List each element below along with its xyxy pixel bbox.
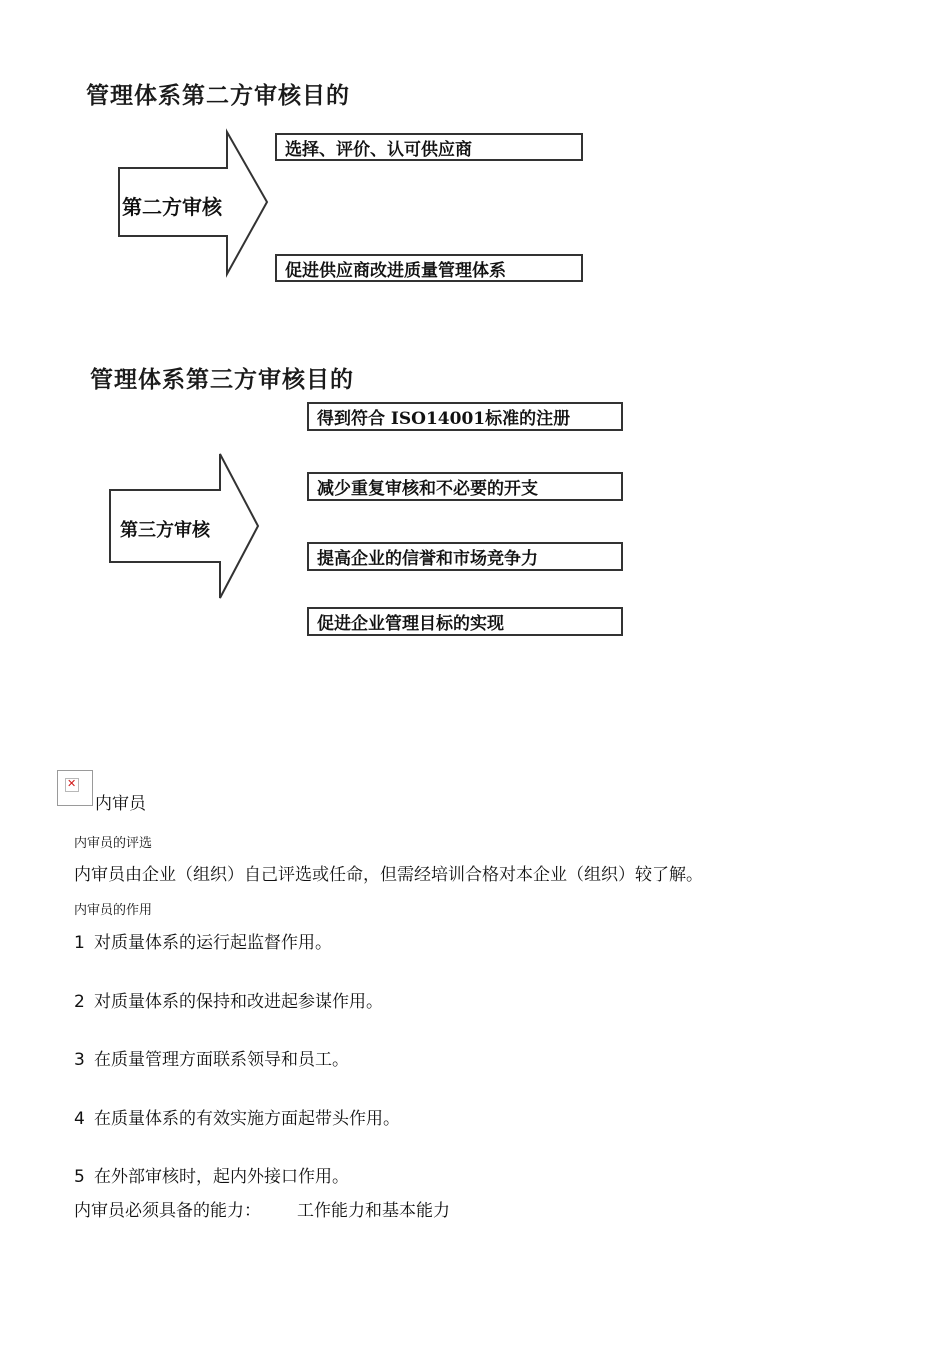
audit-purpose-diagrams <box>0 0 950 660</box>
close-icon: ✕ <box>67 777 77 790</box>
second-party-title: 管理体系第二方审核目的 <box>86 83 350 109</box>
second-party-purpose-box: 选择、评价、认可供应商 <box>275 133 583 161</box>
image-frame <box>65 778 79 792</box>
list-item-text: 对质量体系的运行起监督作用。 <box>94 933 332 953</box>
list-item-text: 对质量体系的保持和改进起参谋作用。 <box>94 992 383 1012</box>
list-item-text: 在质量管理方面联系领导和员工。 <box>94 1050 349 1070</box>
selection-label: 内审员的评选 <box>74 836 153 851</box>
section-heading: 内审员 <box>95 794 146 814</box>
list-item <box>74 1162 349 1187</box>
third-party-purpose-box: 提高企业的信誉和市场竞争力 <box>307 542 623 571</box>
third-party-title: 管理体系第三方审核目的 <box>90 367 354 393</box>
list-item <box>74 1045 349 1070</box>
list-item-text: 在外部审核时，起内外接口作用。 <box>94 1167 349 1187</box>
list-item-number: 3 <box>74 1050 85 1070</box>
list-item <box>74 928 332 953</box>
list-item-text: 在质量体系的有效实施方面起带头作用。 <box>94 1109 400 1129</box>
list-item-number: 5 <box>74 1167 85 1187</box>
list-item-number: 2 <box>74 992 85 1012</box>
abilities-value: 工作能力和基本能力 <box>297 1201 450 1221</box>
list-item <box>74 987 383 1012</box>
abilities-label: 内审员必须具备的能力： <box>74 1201 261 1221</box>
third-party-purpose-box: 减少重复审核和不必要的开支 <box>307 472 623 501</box>
third-party-purpose-box: 促进企业管理目标的实现 <box>307 607 623 636</box>
roles-label: 内审员的作用 <box>74 903 153 918</box>
broken-image-icon <box>57 770 93 806</box>
abilities-line <box>74 1196 450 1221</box>
selection-text: 内审员由企业（组织）自己评选或任命，但需经培训合格对本企业（组织）较了解。 <box>74 865 703 885</box>
second-party-purpose-box: 促进供应商改进质量管理体系 <box>275 254 583 282</box>
third-party-arrow-label: 第三方审核 <box>120 520 210 541</box>
list-item <box>74 1104 400 1129</box>
list-item-number: 1 <box>74 933 85 953</box>
third-party-purpose-box: 得到符合 ISO14001标准的注册 <box>307 402 623 431</box>
second-party-arrow-label: 第二方审核 <box>122 195 222 219</box>
list-item-number: 4 <box>74 1109 85 1129</box>
